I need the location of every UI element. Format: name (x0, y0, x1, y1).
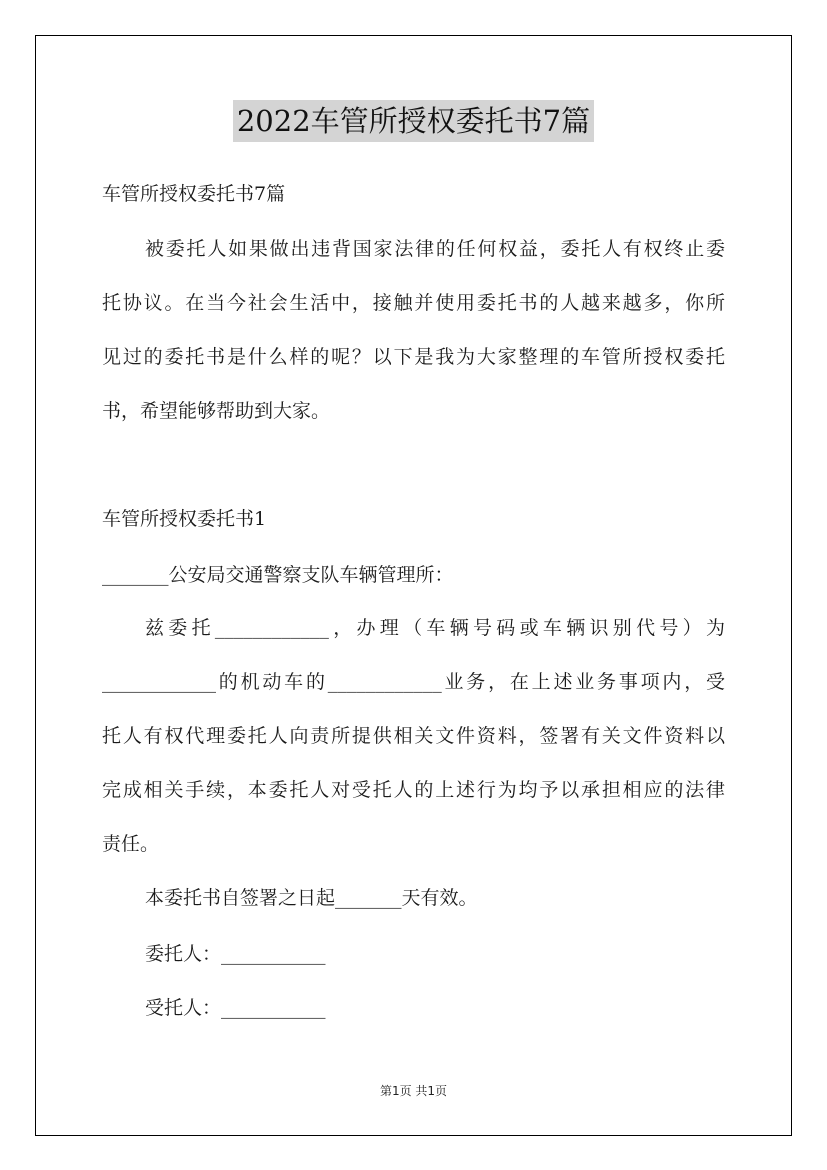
intro-line-2: 托协议。在当今社会生活中，接触并使用委托书的人越来越多，你所 (102, 292, 725, 314)
intro-line-4: 书，希望能够帮助到大家。 (102, 400, 331, 422)
page-number-footer: 第1页 共1页 (379, 1084, 448, 1098)
body-line-5: 责任。 (102, 833, 160, 855)
title-container (0, 100, 827, 142)
document-subtitle: 车管所授权委托书7篇 (102, 183, 286, 205)
agent-signature-line: 受托人：___________ (145, 997, 326, 1019)
intro-line-1: 被委托人如果做出违背国家法律的任何权益，委托人有权终止委 (145, 238, 725, 260)
section-heading: 车管所授权委托书1 (102, 508, 267, 530)
addressee-line: _______公安局交通警察支队车辆管理所： (102, 564, 454, 586)
body-line-4: 完成相关手续，本委托人对受托人的上述行为均予以承担相应的法律 (102, 779, 725, 801)
principal-signature-line: 委托人：___________ (145, 943, 326, 965)
body-line-1: 兹委托____________，办理（车辆号码或车辆识别代号）为 (145, 617, 725, 639)
document-title: 2022车管所授权委托书7篇 (233, 100, 594, 142)
validity-line: 本委托书自签署之日起_______天有效。 (145, 887, 478, 909)
intro-line-3: 见过的委托书是什么样的呢？以下是我为大家整理的车管所授权委托 (102, 346, 725, 368)
body-line-3: 托人有权代理委托人向责所提供相关文件资料，签署有关文件资料以 (102, 725, 725, 747)
body-line-2: ____________的机动车的____________业务，在上述业务事项内，受 (102, 671, 725, 693)
